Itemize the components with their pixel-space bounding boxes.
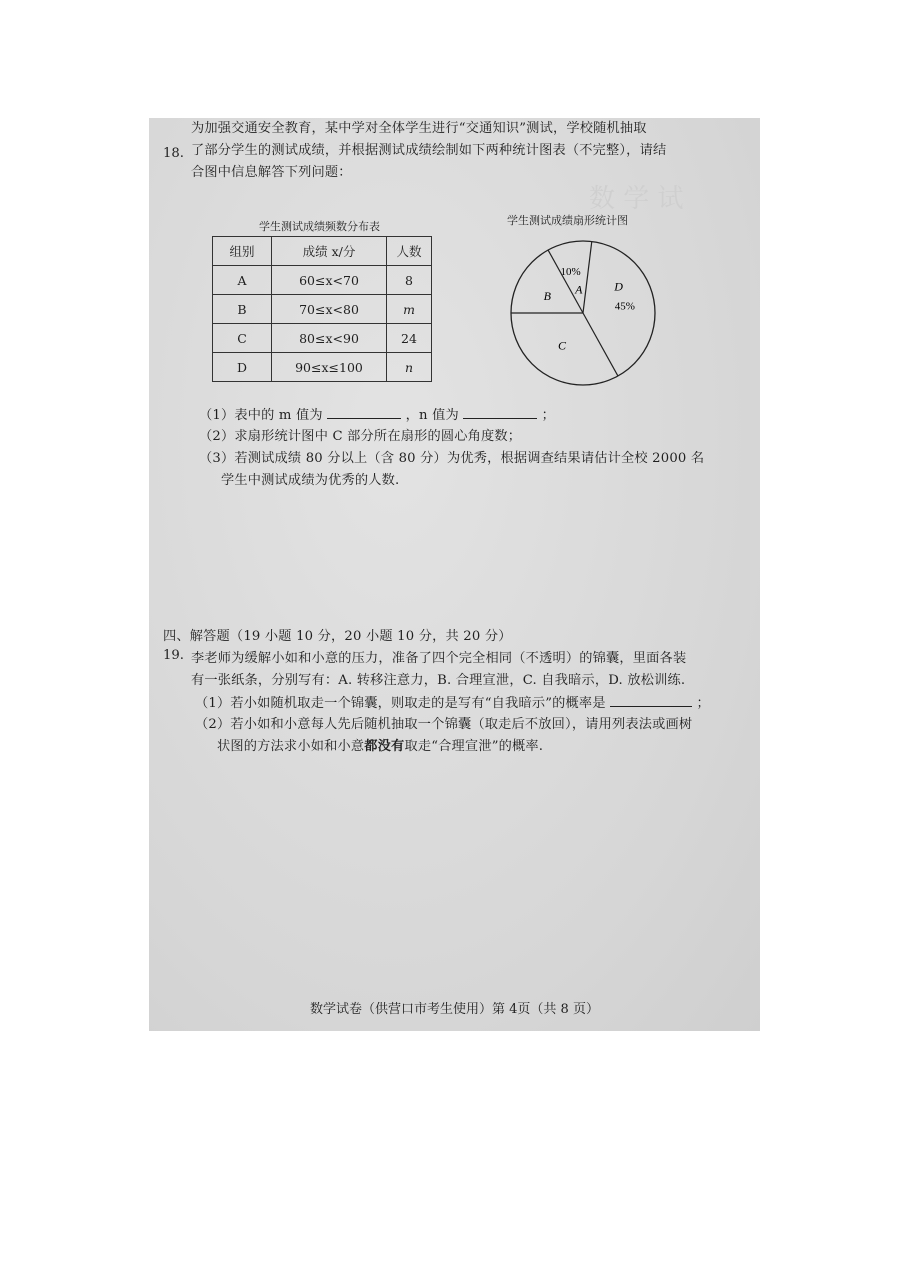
table-cell: A — [213, 266, 272, 295]
table-cell: B — [213, 295, 272, 324]
q18-number: 18. — [163, 146, 184, 161]
q18-sub2: （2）求扇形统计图中 C 部分所在扇形的圆心角度数； — [199, 429, 522, 444]
q18-line1: 为加强交通安全教育，某中学对全体学生进行“交通知识”测试，学校随机抽取 — [191, 121, 647, 136]
pie-chart-title: 学生测试成绩扇形统计图 — [507, 214, 628, 227]
q19-line1: 李老师为缓解小如和小意的压力，准备了四个完全相同（不透明）的锦囊，里面各装 — [191, 651, 687, 666]
q18-sub3-line1: （3）若测试成绩 80 分以上（含 80 分）为优秀，根据调查结果请估计全校 2000 名 — [199, 451, 705, 466]
q18-sub1 — [199, 404, 555, 427]
table-cell: D — [213, 353, 272, 382]
q19-line2: 有一张纸条，分别写有：A. 转移注意力，B. 合理宣泄，C. 自我暗示，D. 放松训练. — [191, 673, 686, 688]
q19-sub2-text-a: 状图的方法求小如和小意 — [217, 739, 365, 754]
table-cell: 90≤x≤100 — [272, 353, 387, 382]
table-row — [213, 295, 432, 324]
bleed-through-mark: 数 学 试 — [589, 184, 684, 214]
q19-sub2-line1: （2）若小如和小意每人先后随机抽取一个锦囊（取走后不放回），请用列表法或画树 — [195, 717, 693, 732]
section4-heading: 四、解答题（19 小题 10 分，20 小题 10 分，共 20 分） — [163, 629, 512, 644]
q18-sub1-text-b: ，n 值为 — [405, 408, 459, 423]
table-header-row — [213, 237, 432, 266]
frequency-table — [212, 236, 432, 382]
q19-emphasis: 都没有 — [364, 739, 405, 754]
table-header-cell: 成绩 x/分 — [272, 237, 387, 266]
pie-chart — [508, 238, 658, 388]
q19-sub1-text-a: （1）若小如随机取走一个锦囊，则取走的是写有“自我暗示”的概率是 — [195, 696, 606, 711]
table-header-cell: 组别 — [213, 237, 272, 266]
q19-sub2-text-b: 取走“合理宣泄”的概率. — [404, 739, 544, 754]
answer-blank-probability — [610, 692, 692, 707]
answer-blank-m — [327, 404, 401, 419]
pie-slice-label: D — [614, 279, 623, 294]
q19-number: 19. — [163, 648, 184, 663]
q19-sub1 — [195, 692, 710, 715]
table-cell: 70≤x<80 — [272, 295, 387, 324]
table-row — [213, 353, 432, 382]
q18-sub1-text-c: ； — [541, 408, 556, 423]
freq-table-title: 学生测试成绩频数分布表 — [259, 220, 380, 233]
pie-slice-label: A — [575, 282, 583, 297]
table-cell: m — [387, 295, 432, 324]
table-cell: C — [213, 324, 272, 353]
table-row — [213, 324, 432, 353]
q18-line2: 了部分学生的测试成绩，并根据测试成绩绘制如下两种统计图表（不完整），请结 — [191, 143, 667, 158]
q18-line3: 合图中信息解答下列问题： — [191, 165, 352, 180]
q19-sub2-line2 — [217, 736, 543, 758]
q19-sub1-text-b: ； — [696, 696, 710, 711]
q18-sub3-line2: 学生中测试成绩为优秀的人数. — [221, 473, 400, 488]
table-cell: 60≤x<70 — [272, 266, 387, 295]
table-header-cell: 人数 — [387, 237, 432, 266]
page-footer: 数学试卷（供营口市考生使用）第 4页（共 8 页） — [310, 1002, 599, 1017]
pie-slice-label: C — [557, 338, 567, 353]
table-row — [213, 266, 432, 295]
table-cell: n — [387, 353, 432, 382]
pie-percent-label: 45% — [614, 300, 635, 313]
pie-slice-label: B — [543, 289, 551, 304]
answer-blank-n — [463, 404, 537, 419]
table-cell: 80≤x<90 — [272, 324, 387, 353]
table-cell: 24 — [387, 324, 432, 353]
pie-slice-boundary — [583, 313, 618, 376]
table-cell: 8 — [387, 266, 432, 295]
pie-slice-boundary — [583, 242, 592, 313]
q18-sub1-text-a: （1）表中的 m 值为 — [199, 408, 323, 423]
pie-percent-label: 10% — [560, 265, 581, 278]
